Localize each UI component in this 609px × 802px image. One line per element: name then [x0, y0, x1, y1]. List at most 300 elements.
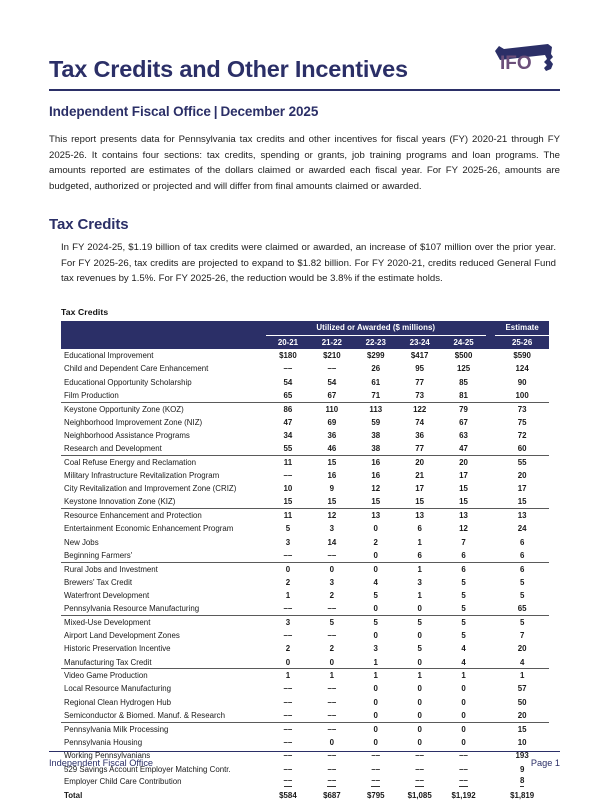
row-value: 0: [417, 737, 422, 747]
row-value: 74: [415, 417, 425, 427]
row-gap: [486, 776, 496, 789]
row-value: 79: [459, 404, 468, 414]
table-year-header-row: [61, 335, 549, 349]
table-row: [61, 656, 549, 669]
header-gap-2: [486, 335, 496, 349]
row-value: 1: [285, 591, 291, 601]
row-value-estimate: 8: [519, 776, 525, 786]
row-value-estimate: 73: [517, 404, 527, 414]
row-value-estimate: 90: [517, 377, 527, 387]
row-value: 0: [373, 684, 378, 694]
table-row: [61, 589, 549, 602]
row-value: 0: [373, 631, 378, 641]
row-value: 6: [417, 524, 422, 534]
row-value: ––: [283, 631, 293, 641]
row-value: 0: [398, 656, 442, 669]
table-row: [61, 536, 549, 549]
row-value-estimate: 15: [517, 724, 527, 734]
row-value: 0: [329, 564, 335, 574]
row-value-estimate: 72: [517, 430, 527, 440]
subtitle-org: Independent Fiscal Office: [49, 104, 211, 119]
row-value: 15: [354, 496, 398, 509]
row-value: 3: [285, 618, 291, 628]
row-value: 15: [266, 496, 310, 509]
footer-row: [49, 758, 560, 768]
header-col-20-21: 20-21: [266, 335, 310, 349]
row-value: 3: [329, 524, 335, 534]
row-gap: [486, 362, 496, 375]
row-gap: [486, 455, 496, 468]
row-value: 1: [461, 671, 466, 681]
table-body: [61, 349, 549, 802]
tax-credits-table: [61, 321, 549, 802]
row-value: 3: [329, 577, 335, 587]
row-label: Pennsylvania Resource Manufacturing: [61, 602, 266, 615]
table-row: [61, 562, 549, 575]
row-value: ––: [371, 764, 381, 774]
row-value-estimate: 100: [495, 389, 549, 402]
row-value: 0: [417, 684, 422, 694]
logo-text: IFO: [500, 53, 532, 74]
row-value-estimate: 15: [495, 496, 549, 509]
table-row: [61, 736, 549, 749]
table-row: [61, 482, 549, 495]
table-row: [61, 389, 549, 402]
row-value: 0: [461, 724, 466, 734]
row-value: 6: [442, 549, 486, 562]
row-gap: [486, 709, 496, 722]
row-value: 20: [459, 457, 468, 467]
row-value: ––: [371, 751, 381, 761]
row-value: 59: [371, 417, 381, 427]
row-value-estimate: $590: [513, 350, 531, 360]
row-value-estimate: 50: [517, 697, 527, 707]
row-value: 13: [415, 511, 425, 521]
row-gap: [486, 522, 496, 535]
row-value-estimate: 6: [495, 549, 549, 562]
table-caption: Tax Credits: [61, 306, 109, 317]
row-value: 1: [417, 537, 422, 547]
pennsylvania-outline-icon: [490, 38, 560, 84]
row-value: 5: [461, 618, 466, 628]
row-value-estimate: 65: [495, 602, 549, 615]
row-label: Coal Refuse Energy and Reclamation: [64, 457, 197, 467]
row-value: 81: [442, 389, 486, 402]
row-gap: [486, 682, 496, 695]
total-value-estimate: $1,819: [510, 791, 535, 801]
row-value: 47: [283, 417, 293, 427]
row-value: 5: [442, 602, 486, 615]
row-value-estimate: 20: [517, 470, 527, 480]
row-value: 0: [354, 709, 398, 722]
row-value-estimate: 4: [495, 656, 549, 669]
header-col-24-25: 24-25: [442, 335, 486, 349]
row-value: ––: [283, 776, 293, 786]
row-value: 1: [329, 671, 335, 681]
table-total-row: [61, 789, 549, 802]
row-label: 529 Savings Account Employer Matching Contr.: [64, 764, 231, 774]
row-value: 5: [285, 524, 291, 534]
table-row: [61, 402, 549, 415]
row-value-estimate: 75: [517, 417, 527, 427]
row-value: 26: [371, 364, 381, 374]
row-label: Research and Development: [61, 442, 266, 455]
header-col-22-23: 22-23: [354, 335, 398, 349]
header-gap: [486, 321, 496, 336]
row-value: ––: [415, 751, 425, 761]
row-label: Educational Opportunity Scholarship: [64, 377, 192, 387]
row-label: Local Resource Manufacturing: [64, 684, 172, 694]
row-value: $180: [279, 350, 297, 360]
row-value: 0: [373, 524, 378, 534]
table-row: [61, 509, 549, 522]
row-value: ––: [327, 751, 337, 761]
row-value: ––: [283, 724, 293, 734]
row-label: Waterfront Development: [64, 591, 150, 601]
row-gap: [486, 696, 496, 709]
total-value: $795: [366, 791, 385, 801]
row-value: ––: [327, 764, 337, 774]
row-label: Neighborhood Improvement Zone (NIZ): [64, 417, 203, 427]
table-row: [61, 642, 549, 655]
table-row: [61, 442, 549, 455]
row-value: ––: [415, 776, 425, 786]
row-value: ––: [459, 764, 468, 774]
header-col-21-22: 21-22: [310, 335, 354, 349]
row-gap: [486, 442, 496, 455]
header-col-25-26: 25-26: [495, 335, 549, 349]
row-value: 0: [417, 697, 422, 707]
table-row: [61, 469, 549, 482]
row-gap: [486, 482, 496, 495]
row-value: 1: [373, 671, 378, 681]
row-value: 38: [354, 442, 398, 455]
row-value: 0: [285, 564, 291, 574]
row-value: 1: [354, 656, 398, 669]
row-value: ––: [283, 751, 293, 761]
row-value: 15: [398, 496, 442, 509]
row-gap: [486, 549, 496, 562]
row-value: 2: [329, 591, 335, 601]
row-value: 63: [459, 430, 468, 440]
row-value: 7: [461, 537, 466, 547]
row-value: 5: [461, 591, 466, 601]
row-value: $417: [410, 350, 429, 360]
row-value-estimate: 9: [519, 764, 525, 774]
row-value-estimate: 7: [519, 631, 525, 641]
row-label: Rural Jobs and Investment: [64, 564, 158, 574]
intro-paragraph: This report presents data for Pennsylvania tax credits and other incentives for fiscal years (FY) 2020-21 through FY 2025-26. It contains four sections: tax credits, spending or grants, job training programs and loan programs. The amounts reported are estimates of the dollars claimed or awarded each fiscal year. For FY 2025-26, amounts are budgeted, authorized or projected and will differ from final amounts claimed or awarded.: [49, 134, 560, 192]
row-value-estimate: 20: [517, 644, 527, 654]
table-row: [61, 696, 549, 709]
row-value: 1: [417, 671, 422, 681]
row-value-estimate: 5: [519, 618, 525, 628]
header-rowname: [61, 335, 266, 349]
row-value: ––: [310, 549, 354, 562]
row-value: 71: [354, 389, 398, 402]
row-value: 16: [371, 470, 381, 480]
row-value: ––: [310, 602, 354, 615]
row-gap: [486, 642, 496, 655]
row-value: 15: [442, 496, 486, 509]
row-value: ––: [283, 364, 293, 374]
row-value: 69: [327, 417, 337, 427]
row-value: 5: [461, 577, 466, 587]
section-heading-tax-credits: Tax Credits: [49, 216, 129, 234]
row-value: ––: [266, 709, 310, 722]
row-value: 20: [415, 457, 425, 467]
row-value: 3: [285, 537, 291, 547]
row-value-estimate: 20: [495, 709, 549, 722]
footer-divider: [49, 751, 560, 752]
row-value: ––: [266, 549, 310, 562]
subtitle-separator: |: [213, 104, 218, 119]
row-value: 77: [398, 442, 442, 455]
footer-left-text: Independent Fiscal Office: [49, 758, 154, 768]
row-value: 13: [371, 511, 381, 521]
row-value: 13: [459, 511, 468, 521]
table-row: [61, 616, 549, 629]
table-row: [61, 722, 549, 735]
row-gap: [486, 509, 496, 522]
row-value: ––: [310, 709, 354, 722]
table-row: [61, 549, 549, 562]
row-value: 0: [461, 684, 466, 694]
row-value: 125: [456, 364, 471, 374]
table-row: [61, 522, 549, 535]
row-value: 67: [310, 389, 354, 402]
row-value: ––: [327, 684, 337, 694]
row-value-estimate: 55: [517, 457, 527, 467]
row-value: 34: [283, 430, 293, 440]
row-value: ––: [327, 724, 337, 734]
row-gap: [486, 669, 496, 682]
row-value-estimate: 6: [519, 537, 525, 547]
row-value: 15: [327, 457, 337, 467]
row-value: 0: [398, 602, 442, 615]
row-value: 0: [373, 697, 378, 707]
table-row: [61, 496, 549, 509]
row-value-estimate: 5: [519, 591, 525, 601]
row-value: 2: [285, 644, 291, 654]
row-value: 54: [327, 377, 337, 387]
row-gap: [486, 536, 496, 549]
row-value: $500: [454, 350, 473, 360]
title-divider: [49, 89, 560, 91]
row-value: 12: [327, 511, 337, 521]
row-label: Brewers' Tax Credit: [64, 577, 133, 587]
document-header: [49, 0, 560, 119]
row-label: Child and Dependent Care Enhancement: [64, 364, 209, 374]
row-gap: [486, 576, 496, 589]
row-value: 5: [417, 644, 422, 654]
row-label: Pennsylvania Milk Processing: [64, 724, 169, 734]
row-value: ––: [415, 764, 425, 774]
row-value: 61: [371, 377, 381, 387]
row-label: Keystone Innovation Zone (KIZ): [61, 496, 266, 509]
row-label: Employer Child Care Contribution: [64, 777, 182, 787]
section-paragraph-tax-credits: In FY 2024-25, $1.19 billion of tax credits were claimed or awarded, an increase of $107 million over the prior year. For FY 2025-26, tax credits are projected to expand to $1.82 billion. For FY 2020-21, credits reduced General Fund tax revenues by 1.5%. For FY 2025-26, the reduction would be 3.8% if the estimate holds.: [61, 242, 556, 285]
row-value: 5: [373, 591, 378, 601]
row-value: ––: [459, 751, 468, 761]
row-value: 1: [417, 564, 422, 574]
row-value: ––: [283, 697, 293, 707]
row-gap: [486, 429, 496, 442]
row-label: Working Pennsylvanians: [64, 751, 151, 761]
table-row: [61, 455, 549, 468]
row-gap: [486, 349, 496, 362]
row-value: 54: [283, 377, 293, 387]
row-value: 122: [413, 404, 427, 414]
row-value-estimate: 193: [515, 751, 529, 761]
row-value: 6: [398, 549, 442, 562]
row-value-estimate: 124: [515, 364, 529, 374]
row-value: 2: [285, 577, 291, 587]
row-label: Historic Preservation Incentive: [64, 644, 171, 654]
row-label: City Revitalization and Improvement Zone (CRIZ): [64, 484, 237, 494]
row-value: 5: [329, 618, 335, 628]
row-value: 0: [373, 724, 378, 734]
header-group-estimate: Estimate: [495, 321, 549, 336]
row-value-estimate: 24: [517, 524, 527, 534]
row-value: 86: [283, 404, 293, 414]
row-value: 95: [415, 364, 425, 374]
row-label: Pennsylvania Housing: [64, 737, 143, 747]
page-title: Tax Credits and Other Incentives: [49, 56, 408, 83]
row-value: ––: [283, 737, 293, 747]
title-row: [49, 38, 560, 85]
row-gap: [486, 736, 496, 749]
row-value-estimate: 17: [517, 484, 527, 494]
row-value: 0: [266, 656, 310, 669]
row-value: 77: [415, 377, 425, 387]
row-value: 46: [310, 442, 354, 455]
document-subtitle: [49, 104, 560, 119]
table-row: [61, 362, 549, 375]
row-value: 0: [417, 631, 422, 641]
total-value: $584: [279, 791, 297, 801]
row-value: 67: [459, 417, 468, 427]
table-row: [61, 629, 549, 642]
row-label: Military Infrastructure Revitalization Program: [64, 470, 220, 480]
row-value: ––: [327, 631, 337, 641]
row-value: ––: [459, 776, 468, 786]
row-gap: [486, 415, 496, 428]
row-label: Regional Clean Hydrogen Hub: [64, 697, 172, 707]
row-value: 21: [415, 470, 425, 480]
row-value: $210: [323, 350, 341, 360]
row-value: 38: [371, 430, 381, 440]
row-value: ––: [283, 764, 293, 774]
table-group-header-row: [61, 321, 549, 336]
row-label: Resource Enhancement and Protection: [64, 511, 202, 521]
table-row: [61, 349, 549, 362]
row-value: 17: [459, 470, 468, 480]
row-value: $299: [366, 350, 385, 360]
row-value: 0: [398, 709, 442, 722]
row-gap: [486, 722, 496, 735]
subtitle-date: December 2025: [220, 104, 319, 119]
row-value: 36: [415, 430, 425, 440]
row-value-estimate: 10: [517, 737, 527, 747]
table-row: [61, 576, 549, 589]
row-value: 3: [373, 644, 378, 654]
header-col-23-24: 23-24: [398, 335, 442, 349]
row-gap: [486, 496, 496, 509]
row-label: Airport Land Development Zones: [64, 631, 180, 641]
row-value-estimate: 1: [519, 671, 525, 681]
row-value: 14: [327, 537, 337, 547]
row-value: 2: [373, 537, 378, 547]
row-value: ––: [371, 776, 381, 786]
row-value: ––: [283, 470, 293, 480]
row-value: 11: [283, 457, 293, 467]
row-label: Entertainment Economic Enhancement Program: [64, 524, 234, 534]
row-value-estimate: 5: [519, 577, 525, 587]
row-value: 0: [373, 564, 378, 574]
row-value-estimate: 6: [519, 564, 525, 574]
row-label: Educational Improvement: [64, 350, 154, 360]
row-value-estimate: 57: [517, 684, 527, 694]
row-value: 65: [266, 389, 310, 402]
row-value: 36: [327, 430, 337, 440]
table-row: [61, 415, 549, 428]
row-value: 6: [461, 564, 466, 574]
row-value: 73: [398, 389, 442, 402]
table-row: [61, 375, 549, 388]
total-value: $687: [323, 791, 341, 801]
row-value: 113: [369, 404, 383, 414]
row-gap: [486, 469, 496, 482]
row-value: 9: [329, 484, 335, 494]
document-footer: [49, 751, 560, 768]
header-group-utilized: Utilized or Awarded ($ millions): [266, 321, 486, 336]
row-value: 12: [459, 524, 468, 534]
table-row: [61, 669, 549, 682]
row-value: 55: [266, 442, 310, 455]
table-row: [61, 682, 549, 695]
row-value: ––: [327, 776, 337, 786]
row-value-estimate: 60: [495, 442, 549, 455]
row-value: 0: [373, 737, 378, 747]
row-value: 0: [310, 656, 354, 669]
row-value: 4: [461, 644, 466, 654]
table-row: [61, 429, 549, 442]
row-value: 0: [417, 724, 422, 734]
row-value: 0: [461, 697, 466, 707]
tax-credits-table-wrap: [61, 307, 549, 802]
row-value: 2: [329, 644, 335, 654]
row-gap: [486, 562, 496, 575]
row-value: 16: [327, 470, 337, 480]
row-value: 5: [417, 618, 422, 628]
row-value: ––: [327, 364, 337, 374]
header-spacer: [61, 321, 266, 336]
row-value: 5: [373, 618, 378, 628]
row-gap: [486, 375, 496, 388]
row-value: 0: [442, 709, 486, 722]
row-label: Mixed-Use Development: [64, 618, 151, 628]
total-gap: [486, 789, 496, 802]
total-value: $1,085: [407, 791, 432, 801]
total-label: Total: [64, 791, 83, 801]
row-value: 0: [354, 549, 398, 562]
row-label: Film Production: [61, 389, 266, 402]
row-value: 17: [415, 484, 425, 494]
row-gap: [486, 656, 496, 669]
row-value: 15: [310, 496, 354, 509]
row-value: ––: [266, 602, 310, 615]
